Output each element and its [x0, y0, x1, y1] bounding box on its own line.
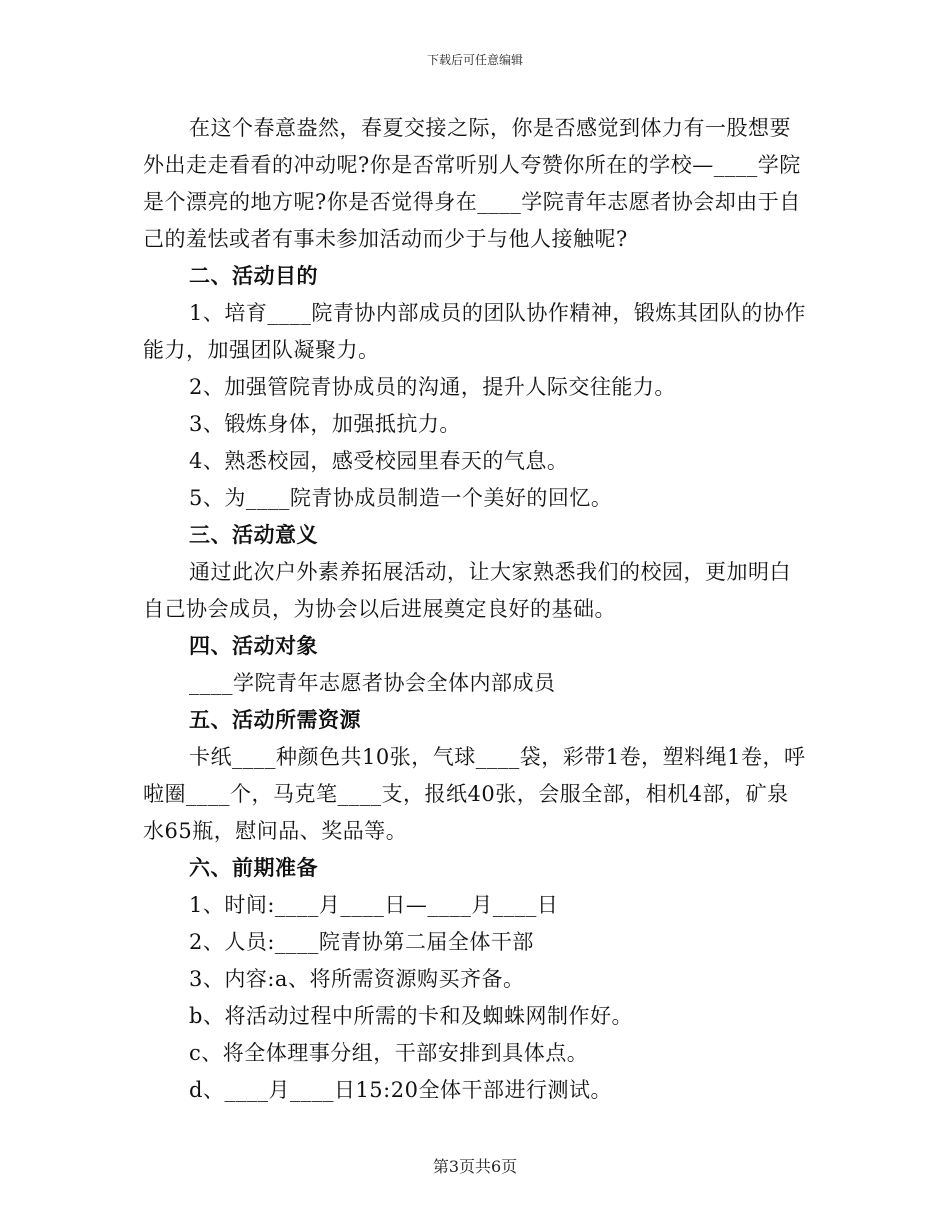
- purpose-item: 4、熟悉校园，感受校园里春天的气息。: [189, 449, 569, 473]
- section-heading-preparation: 六、前期准备: [189, 856, 318, 880]
- prep-item: b、将活动过程中所需的卡和及蜘蛛网制作好。: [189, 1004, 633, 1028]
- prep-item: 2、人员:____院青协第二届全体干部: [189, 930, 534, 954]
- section-heading-meaning: 三、活动意义: [189, 523, 318, 547]
- intro-paragraph: 在这个春意盎然，春夏交接之际，你是否感觉到体力有一股想要外出走走看看的冲动呢?你是否常听别人夸赞你所在的学校—____学院是个漂亮的地方呢?你是否觉得身在____学院青年志愿者协会却由于自己的羞怯或者有事未参加活动而少于与他人接触呢?: [143, 116, 801, 251]
- purpose-item: 1、培育____院青协内部成员的团队协作精神，锻炼其团队的协作能力，加强团队凝聚力。: [143, 301, 806, 362]
- prep-item: d、____月____日15:20全体干部进行测试。: [189, 1078, 612, 1102]
- page-header-note: 下载后可任意编辑: [426, 53, 523, 67]
- prep-item: 3、内容:a、将所需资源购买齐备。: [189, 967, 525, 991]
- purpose-item: 2、加强管院青协成员的沟通，提升人际交往能力。: [189, 375, 676, 399]
- meaning-paragraph: 通过此次户外素养拓展活动，让大家熟悉我们的校园，更加明白自己协会成员，为协会以后进展奠定良好的基础。: [143, 560, 791, 621]
- prep-item: c、将全体理事分组，干部安排到具体点。: [189, 1041, 589, 1065]
- resources-paragraph: 卡纸____种颜色共10张，气球____袋，彩带1卷，塑料绳1卷，呼啦圈____个，马克笔____支，报纸40张，会服全部，相机4部，矿泉水65瓶，慰问品、奖品等。: [143, 745, 806, 843]
- purpose-item: 5、为____院青协成员制造一个美好的回忆。: [189, 486, 613, 510]
- purpose-item: 3、锻炼身体，加强抵抗力。: [189, 412, 461, 436]
- section-heading-target: 四、活动对象: [189, 634, 318, 658]
- section-heading-purpose: 二、活动目的: [189, 264, 318, 288]
- document-body: [143, 110, 807, 1109]
- target-paragraph: ____学院青年志愿者协会全体内部成员: [189, 671, 556, 695]
- prep-item: 1、时间:____月____日—____月____日: [189, 893, 559, 917]
- page-number: 第3页共6页: [432, 1157, 518, 1176]
- section-heading-resources: 五、活动所需资源: [189, 708, 361, 732]
